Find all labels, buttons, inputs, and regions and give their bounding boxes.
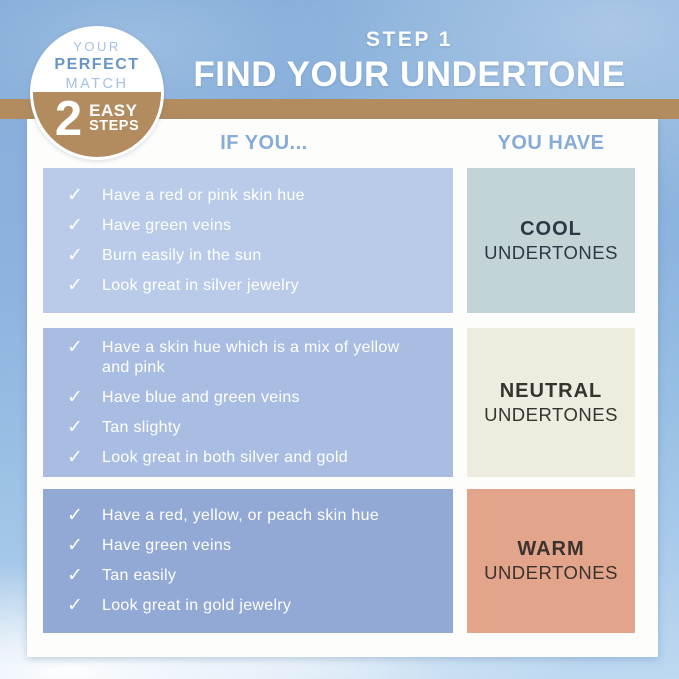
badge-word-steps: STEPS (89, 117, 140, 134)
badge-line-perfect: PERFECT (54, 56, 140, 73)
criteria-box-neutral (43, 328, 453, 477)
badge-line-match: MATCH (65, 76, 129, 92)
check-icon: ✓ (67, 274, 83, 296)
result-title: NEUTRAL (499, 379, 603, 402)
check-icon: ✓ (67, 416, 83, 438)
criteria-text: Tan easily (102, 567, 177, 584)
result-title: WARM (517, 538, 585, 560)
result-subtitle: UNDERTONES (484, 241, 618, 263)
criteria-item (63, 276, 453, 296)
page-title: FIND YOUR UNDERTONE (193, 55, 626, 94)
criteria-item (63, 566, 453, 586)
result-box-neutral (467, 328, 635, 477)
result-subtitle: UNDERTONES (484, 403, 618, 425)
criteria-item (63, 596, 453, 616)
criteria-item (63, 506, 453, 526)
check-icon: ✓ (67, 535, 83, 556)
check-icon: ✓ (67, 184, 83, 206)
criteria-text: Look great in both silver and gold (102, 448, 348, 466)
badge-step-count: 2 (54, 91, 83, 146)
result-box-cool (467, 168, 635, 313)
criteria-item (63, 448, 453, 468)
header (140, 28, 679, 95)
criteria-text: Have a skin hue which is a mix of yellow and pink (102, 338, 400, 376)
check-icon: ✓ (67, 446, 83, 468)
row-neutral (43, 328, 635, 477)
criteria-item (63, 186, 453, 206)
criteria-item (63, 338, 453, 378)
row-cool (43, 168, 635, 313)
badge-word-easy: EASY (89, 100, 138, 120)
result-title: COOL (520, 217, 582, 240)
check-icon: ✓ (67, 595, 83, 616)
step-label: STEP 1 (366, 28, 453, 51)
criteria-text: Look great in gold jewelry (102, 597, 292, 614)
criteria-text: Look great in silver jewelry (102, 276, 299, 294)
criteria-box-warm (43, 489, 453, 633)
row-warm (43, 489, 635, 633)
criteria-item (63, 536, 453, 556)
criteria-text: Have a red or pink skin hue (102, 186, 305, 204)
criteria-text: Have green veins (102, 537, 232, 554)
criteria-text: Have blue and green veins (102, 388, 300, 406)
check-icon: ✓ (67, 336, 83, 358)
column-header-you-have: YOU HAVE (497, 132, 605, 154)
criteria-text: Have a red, yellow, or peach skin hue (102, 507, 380, 524)
criteria-text: Burn easily in the sun (102, 246, 262, 264)
result-box-warm (467, 489, 635, 633)
badge-top-text (33, 29, 161, 92)
check-icon: ✓ (67, 244, 83, 266)
result-subtitle: UNDERTONES (484, 562, 618, 583)
criteria-box-cool (43, 168, 453, 313)
check-icon: ✓ (67, 505, 83, 526)
check-icon: ✓ (67, 214, 83, 236)
criteria-item (63, 246, 453, 266)
criteria-item (63, 216, 453, 236)
column-header-if-you: IF YOU... (220, 132, 308, 154)
criteria-item (63, 418, 453, 438)
criteria-text: Tan slighty (102, 418, 181, 436)
badge-line-your: YOUR (73, 39, 121, 54)
criteria-item (63, 388, 453, 408)
check-icon: ✓ (67, 386, 83, 408)
check-icon: ✓ (67, 565, 83, 586)
criteria-text: Have green veins (102, 216, 232, 234)
